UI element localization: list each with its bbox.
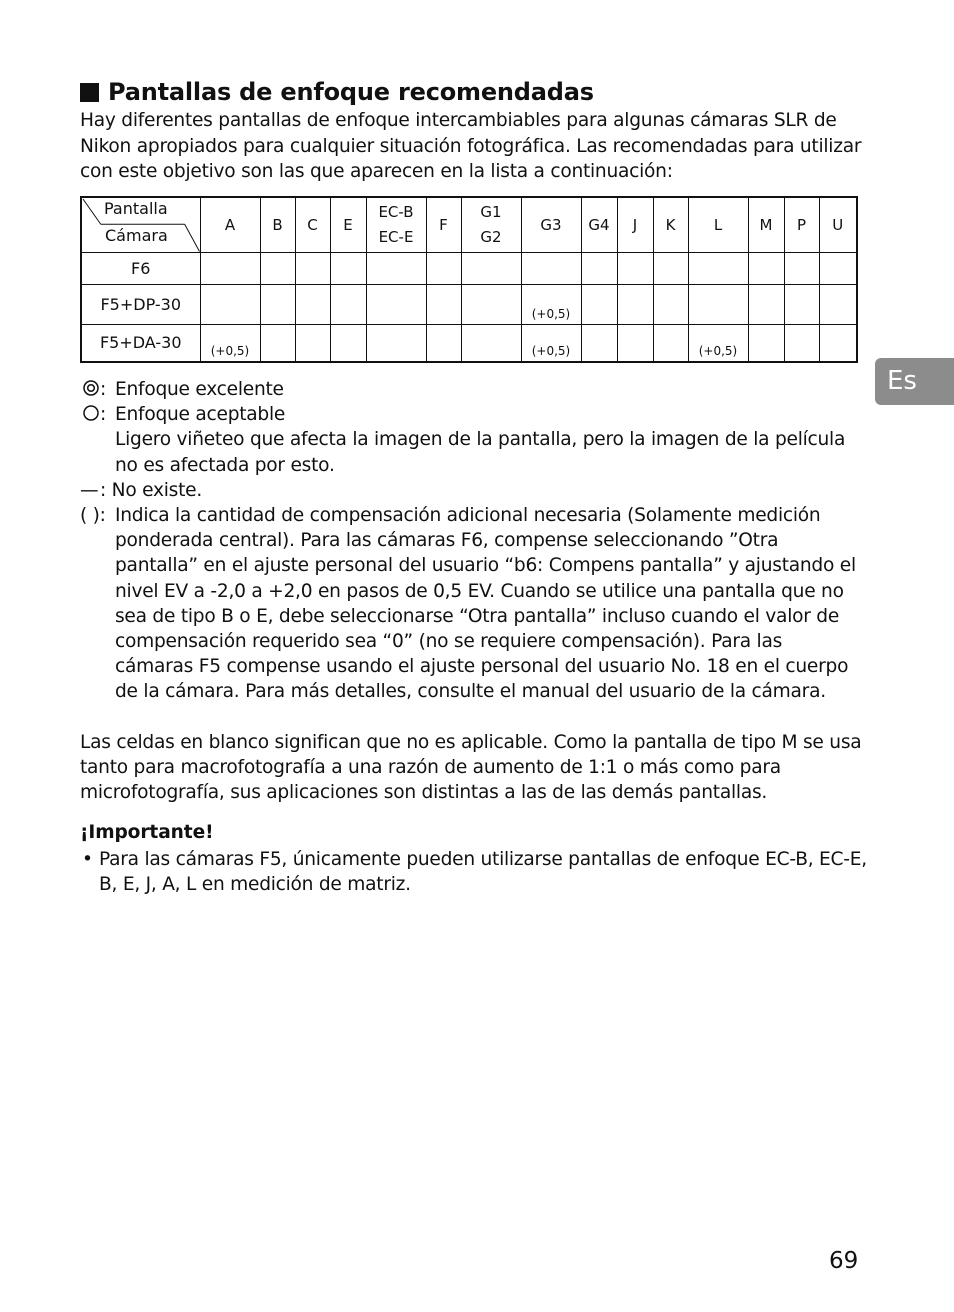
compensation-note: (+0,5) xyxy=(531,306,571,321)
legend-symbol: — xyxy=(80,479,99,501)
table-cell xyxy=(521,252,581,284)
legend-text: Indica la cantidad de compensación adicional necesaria (Solamente medición ponderada central). Para las cámaras F6, compense seleccionando ”Otra pantalla” en el ajuste personal del usuario “b6: Compens pantalla” y ajustando el nivel EV a -2,0 a +2,0 en pasos de 0,5 EV. Cuando se utilice una pantalla que no sea de tipo B o E, debe seleccionarse “Otra pantalla” incluso cuando el valor de compensación requerido sea “0” (no se requiere compensación). Para las cámaras F5 compense usando el ajuste personal del usuario No. 18 en el cuerpo de la cámara. Para más detalles, consulte el manual del usuario de la cámara. xyxy=(115,505,856,703)
table-row xyxy=(81,324,857,362)
important-title: ¡Importante! xyxy=(80,822,214,843)
table-cell xyxy=(617,284,653,324)
row-header: F5+DA-30 xyxy=(81,324,200,362)
table-cell xyxy=(521,324,581,362)
legend-separator: : xyxy=(100,404,107,426)
column-header: K xyxy=(653,197,688,252)
table-cell xyxy=(200,284,260,324)
table-cell xyxy=(260,284,295,324)
column-header: P xyxy=(784,197,819,252)
legend-symbol xyxy=(82,377,106,402)
black-square-icon xyxy=(80,83,99,102)
double-circle-icon xyxy=(82,379,100,397)
table-corner-cell xyxy=(81,197,200,252)
focus-screen-table xyxy=(80,196,858,363)
table-cell xyxy=(461,252,521,284)
legend-symbol xyxy=(82,402,106,427)
table-cell xyxy=(617,324,653,362)
table-cell xyxy=(581,284,617,324)
column-header: J xyxy=(617,197,653,252)
table-header-row xyxy=(81,197,857,252)
table-cell xyxy=(295,284,330,324)
column-header: G4 xyxy=(581,197,617,252)
corner-label-screen: Pantalla xyxy=(104,199,168,218)
legend-item-none xyxy=(80,478,860,503)
column-header: E xyxy=(330,197,366,252)
table-cell xyxy=(260,252,295,284)
row-header: F5+DP-30 xyxy=(81,284,200,324)
legend-text: Enfoque excelente xyxy=(115,379,284,400)
legend-text: Enfoque aceptable xyxy=(115,404,286,426)
table-cell xyxy=(295,324,330,362)
table-cell xyxy=(200,324,260,362)
table-cell xyxy=(653,324,688,362)
table-cell xyxy=(784,252,819,284)
legend-text: : No existe. xyxy=(100,479,202,501)
section-title: Pantallas de enfoque recomendadas xyxy=(108,78,594,106)
legend-symbol: ( ): xyxy=(80,505,106,527)
column-header: A xyxy=(200,197,260,252)
column-header-line: EC-B xyxy=(378,202,414,221)
blank-cells-note: Las celdas en blanco significan que no es aplicable. Como la pantalla de tipo M se usa tanto para macrofotografía a una razón de aumento de 1:1 o más como para microfotografía, sus aplicaciones son distintas a las de las demás pantallas. xyxy=(80,732,862,804)
table-cell xyxy=(366,284,426,324)
column-header-line: G1 xyxy=(480,202,502,221)
table-cell xyxy=(330,252,366,284)
table-cell xyxy=(688,324,748,362)
legend-separator: : xyxy=(100,379,107,400)
compensation-note: (+0,5) xyxy=(210,344,250,358)
table-cell xyxy=(330,284,366,324)
bullet-icon: • xyxy=(82,849,93,870)
corner-label-camera: Cámara xyxy=(105,226,168,245)
table-cell xyxy=(366,324,426,362)
column-header-line: EC-E xyxy=(378,227,414,246)
column-header: B xyxy=(260,197,295,252)
table-cell xyxy=(461,324,521,362)
table-cell xyxy=(260,324,295,362)
column-header-line: G2 xyxy=(480,227,502,246)
table-cell xyxy=(366,252,426,284)
column-header xyxy=(461,197,521,252)
table-cell xyxy=(426,324,461,362)
column-header xyxy=(366,197,426,252)
language-tab: Es xyxy=(875,358,954,405)
column-header: C xyxy=(295,197,330,252)
table-cell xyxy=(581,252,617,284)
circle-icon xyxy=(82,404,100,422)
legend-acceptable-note: Ligero viñeteo que afecta la imagen de la pantalla, pero la imagen de la película no es afectada por esto. xyxy=(115,429,846,476)
column-header: G3 xyxy=(521,197,581,252)
table-cell xyxy=(819,284,857,324)
row-header: F6 xyxy=(81,252,200,284)
section-heading xyxy=(80,78,594,106)
table-cell xyxy=(748,284,784,324)
table-cell xyxy=(748,252,784,284)
column-header: L xyxy=(688,197,748,252)
legend-item-excellent xyxy=(80,377,860,402)
important-bullet-item xyxy=(80,847,870,897)
table-cell xyxy=(521,284,581,324)
table-cell xyxy=(688,284,748,324)
table-cell xyxy=(426,284,461,324)
table-cell xyxy=(784,284,819,324)
table-cell xyxy=(617,252,653,284)
column-header: F xyxy=(426,197,461,252)
legend-item-acceptable xyxy=(80,402,860,427)
table-cell xyxy=(200,252,260,284)
table-row xyxy=(81,284,857,324)
table-cell xyxy=(581,324,617,362)
table-cell xyxy=(653,284,688,324)
table-cell xyxy=(688,252,748,284)
table-cell xyxy=(461,284,521,324)
column-header: U xyxy=(819,197,857,252)
table-cell xyxy=(784,324,819,362)
page-number: 69 xyxy=(829,1248,859,1274)
compensation-note: (+0,5) xyxy=(698,344,738,358)
table-cell xyxy=(653,252,688,284)
table-cell xyxy=(748,324,784,362)
table-cell xyxy=(819,324,857,362)
intro-paragraph: Hay diferentes pantallas de enfoque intercambiables para algunas cámaras SLR de Nikon apropiados para cualquier situación fotográfica. Las recomendadas para utilizar con este objetivo son las que aparecen en la lista a continuación: xyxy=(80,110,862,182)
table-cell xyxy=(330,324,366,362)
table-row xyxy=(81,252,857,284)
column-header: M xyxy=(748,197,784,252)
important-text: Para las cámaras F5, únicamente pueden utilizarse pantallas de enfoque EC-B, EC-E, B, E, J, A, L en medición de matriz. xyxy=(99,849,867,896)
table-cell xyxy=(426,252,461,284)
compensation-note: (+0,5) xyxy=(531,344,571,358)
table-cell xyxy=(295,252,330,284)
legend-item-parentheses xyxy=(80,503,860,705)
legend xyxy=(80,377,860,705)
table-cell xyxy=(819,252,857,284)
